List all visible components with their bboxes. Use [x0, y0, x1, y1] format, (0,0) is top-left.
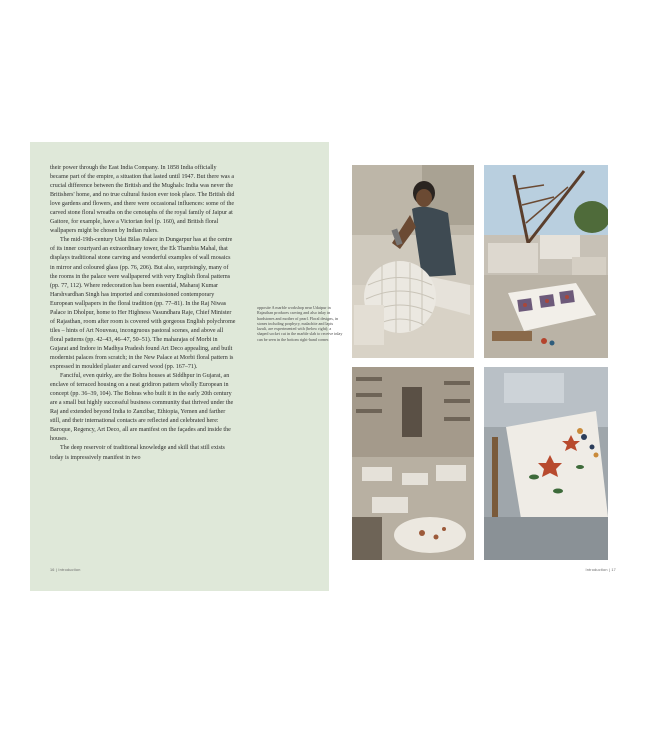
body-text: [50, 164, 236, 463]
photo-floral-inlay: [484, 367, 608, 560]
photo-workshop-interior: [352, 367, 474, 560]
left-page: [30, 142, 343, 591]
paragraph: their power through the East India Company. In 1858 India officially became part of the empire, a situation that lasted until 1947. But there was a crucial difference between the British and the Mughals: India was never the Britishers' home, and no true cultural fusion ever took place. The British did love gardens and flowers, and there were occasional influences: some of the carved stone floral wreaths on the cenotaphs of the royal family of Jaipur at Gaitore, for example, have a Victorian feel (p. 160), and British floral wallpapers might be chosen by Indian rulers.: [50, 165, 235, 235]
page-folio-right: Introduction | 17: [585, 568, 616, 572]
paragraph: Fanciful, even quirky, are the Bohra houses at Siddhpur in Gujarat, an enclave of terraced housing on a neat gridiron pattern wholly European in concept (pp. 36–39, 104). The Bohras who built it in the early 20th century are a small but highly successful business community that thrived under the Raj and extended beyond India to Zanzibar, Ethiopia, Yemen and farther still, and their international contacts are reflected and celebrated here: Baroque, Regency, Art Deco, all are manifest on the façades and inside the houses.: [50, 373, 234, 443]
photo-marble-yard: [484, 165, 608, 358]
photo-caption: opposite A marble workshop near Udaipur in Rajasthan produces carving and also inlay in hardstones and mother of pearl. Floral designs, in stones including porphyry, malachite and lapis lazuli, are experimented with (below right); a shaped socket cut in the marble slab to receive inlay can be seen in the bottom right-hand corner.: [257, 305, 343, 342]
photo-craftsman-carving: [352, 165, 474, 358]
page-folio-left: 16 | Introduction: [50, 568, 81, 572]
paragraph: The mid-19th-century Udai Bilas Palace in Dungarpur has at the centre of its inner courtyard an extraordinary tower, the Ek Thambia Mahal, that displays traditional stone carving and wonderful examples of wall mosaics in mirror and coloured glass (pp. 76, 206). But also, surprisingly, many of the rooms in the palace were wallpapered with very English floral patterns (pp. 77, 112). Where redecoration has been essential, Maharaj Kumar Harshvardhan Singh has imported and commissioned contemporary European wallpapers in the floral tradition (pp. 77–81). In the Raj Niwas Palace in Dholpur, home to Her Highness Vasundhara Raje, Chief Minister of Rajasthan, room after room is covered with gorgeous English polychrome tiles – hints of Art Nouveau, incongruous pastoral scenes, and above all floral patterns (pp. 42–43, 46–47, 50–51). The maharajas of Morbi in Gujarat and Indore in Madhya Pradesh found Art Deco appealing, and built modernist palaces from scratch; in the New Palace at Morbi floral pattern is expressed in moulded plaster and carved wood (pp. 167–71).: [50, 237, 236, 371]
paragraph: The deep reservoir of traditional knowledge and skill that still exists today is impressively manifest in two: [50, 445, 225, 461]
